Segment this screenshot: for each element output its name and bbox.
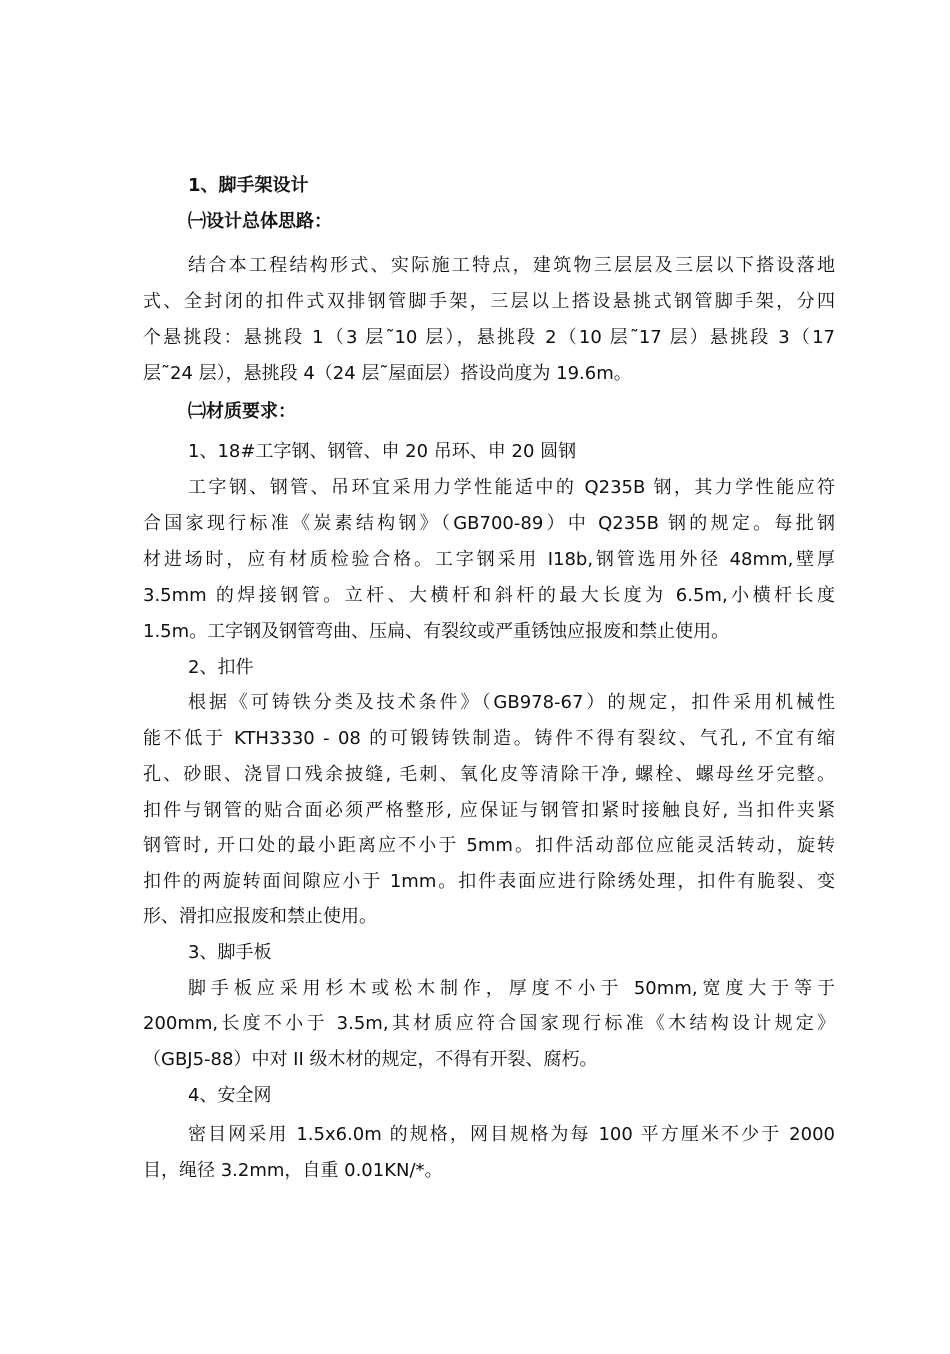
- item2-line-2: 能不低于 KTH3330 - 08 的可锻铸铁制造。铸件不得有裂纹、气孔, 不宜有缩: [143, 728, 835, 749]
- item1-title: 1、18#工字钢、钢管、申 20 吊环、申 20 圆钢: [188, 441, 577, 462]
- item1-line-4: 3.5mm 的焊接钢管。立杆、大横杆和斜杆的最大长度为 6.5m,小横杆长度: [143, 585, 835, 606]
- item2-line-3: 孔、砂眼、浇冒口残余披缝, 毛刺、氧化皮等清除干净, 螺栓、螺母丝牙完整。: [143, 764, 835, 785]
- item3-title: 3、脚手板: [188, 942, 272, 963]
- item2-title: 2、扣件: [188, 657, 254, 678]
- item1-line-2: 合国家现行标准《炭素结构钢》（GB700-89）中 Q235B 钢的规定。每批钢: [143, 513, 835, 534]
- item2-line-4: 扣件与钢管的贴合面必须严格整形, 应保证与钢管扣紧时接触良好, 当扣件夹紧: [143, 800, 835, 821]
- section1-line-2: 式、全封闭的扣件式双排钢管脚手架，三层以上搭设悬挑式钢管脚手架，分四: [143, 291, 835, 312]
- item2-line-7: 形、滑扣应报废和禁止使用。: [143, 906, 377, 927]
- item1-line-5: 1.5m。工字钢及钢管弯曲、压扁、有裂纹或严重锈蚀应报废和禁止使用。: [143, 621, 730, 642]
- item4-title: 4、安全网: [188, 1085, 272, 1106]
- section-title: 1、脚手架设计: [188, 175, 309, 196]
- item3-line-3: （GBJ5-88）中对 II 级木材的规定，不得有开裂、腐朽。: [143, 1049, 598, 1070]
- item3-line-2: 200mm,长度不小于 3.5m,其材质应符合国家现行标准《木结构设计规定》: [143, 1013, 835, 1034]
- section1-heading: ㈠设计总体思路：: [188, 211, 332, 232]
- item2-line-5: 钢管时, 开口处的最小距离应不小于 5mm。扣件活动部位应能灵活转动，旋转: [143, 835, 835, 856]
- section1-line-1: 结合本工程结构形式、实际施工特点，建筑物三层层及三层以下搭设落地: [188, 255, 835, 276]
- item1-line-3: 材进场时，应有材质检验合格。工字钢采用 I18b,钢管选用外径 48mm,壁厚: [143, 549, 835, 570]
- item3-line-1: 脚手板应采用杉木或松木制作，厚度不小于 50mm,宽度大于等于: [188, 978, 835, 999]
- section2-heading: ㈡材质要求：: [188, 401, 296, 422]
- item2-line-6: 扣件的两旋转面间隙应小于 1mm。扣件表面应进行除绣处理，扣件有脆裂、变: [143, 871, 835, 892]
- item4-line-1: 密目网采用 1.5x6.0m 的规格，网目规格为每 100 平方厘米不少于 2000: [188, 1124, 835, 1145]
- section1-line-3: 个悬挑段：悬挑段 1（3 层˜10 层），悬挑段 2（10 层˜17 层）悬挑段 3（17: [143, 327, 835, 348]
- item4-line-2: 目，绳径 3.2mm，自重 0.01KN/*。: [143, 1160, 443, 1181]
- item1-line-1: 工字钢、钢管、吊环宜采用力学性能适中的 Q235B 钢，其力学性能应符: [188, 477, 835, 498]
- section1-line-4: 层˜24 层），悬挑段 4（24 层˜屋面层）搭设尚度为 19.6m。: [143, 363, 632, 384]
- item2-line-1: 根据《可铸铁分类及技术条件》（GB978-67）的规定，扣件采用机械性: [188, 692, 835, 713]
